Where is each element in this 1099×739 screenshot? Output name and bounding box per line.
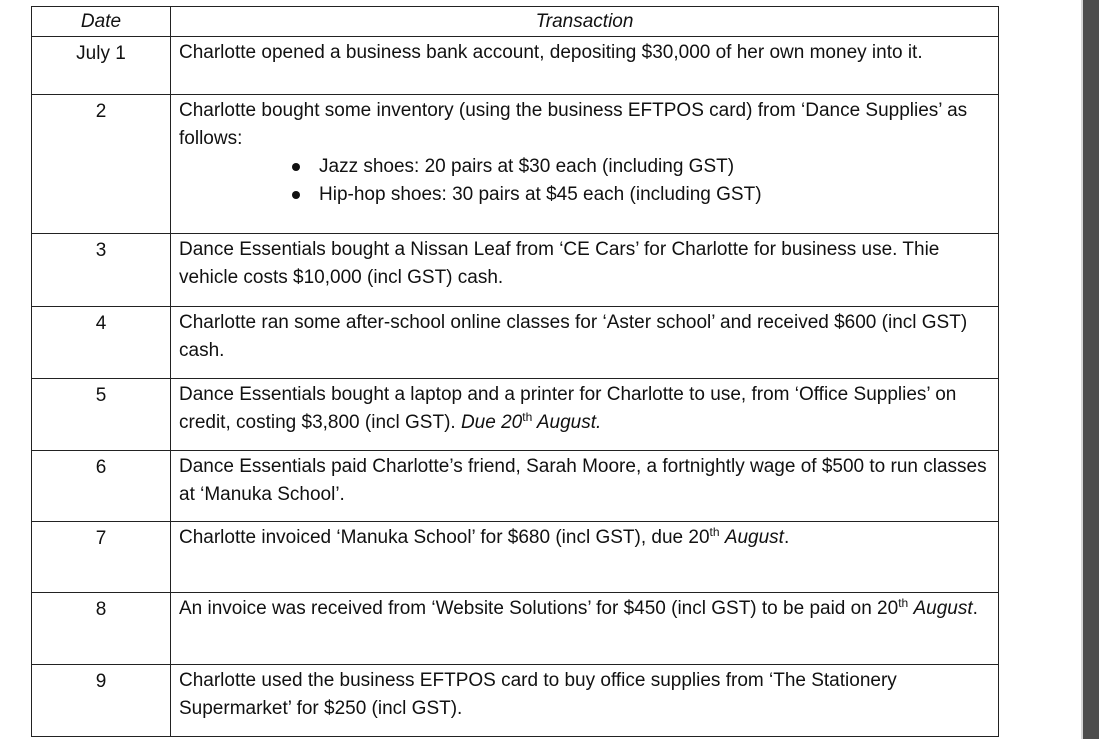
table-row [32,95,999,234]
row-transaction [171,665,999,737]
ordinal-suffix: th [522,410,533,424]
row-date: 8 [32,593,171,665]
transaction-text: Charlotte opened a business bank account, depositing $30,000 of her own money into it. [179,42,923,63]
row-transaction [171,95,999,234]
table-row [32,307,999,379]
row-transaction [171,307,999,379]
bullet-icon [292,163,300,171]
row-date: 2 [32,95,171,234]
transaction-column-header: Transaction [171,7,999,37]
transaction-text: Dance Essentials bought a Nissan Leaf from ‘CE Cars’ for Charlotte for business use. Thie vehicle costs $10,000 (incl GST) cash. [179,239,940,288]
due-date-text: August. [532,412,602,433]
row-transaction [171,451,999,522]
row-transaction [171,379,999,451]
transaction-text: An invoice was received from ‘Website Solutions’ for $450 (incl GST) to be paid on 20 [179,598,899,619]
transaction-text: Charlotte invoiced ‘Manuka School’ for $680 (incl GST), due 20 [179,527,710,548]
bullet-icon [292,191,300,199]
transaction-text: Dance Essentials bought a laptop and a printer for Charlotte to use, from ‘Office Supplies’ on credit, costing $3,800 (incl GST). [179,384,957,433]
transaction-text: Dance Essentials paid Charlotte’s friend, Sarah Moore, a fortnightly wage of $500 to run classes at ‘Manuka School’. [179,456,987,505]
list-item [283,181,990,209]
table-row [32,522,999,593]
table-row [32,451,999,522]
ordinal-suffix: th [898,596,909,610]
due-date-text: Due 20 [460,412,523,433]
row-date: 5 [32,379,171,451]
row-transaction [171,522,999,593]
table-header-row [32,7,999,37]
transaction-text: Charlotte ran some after-school online classes for ‘Aster school’ and received $600 (incl GST) cash. [179,312,968,361]
table-row [32,379,999,451]
row-date: 6 [32,451,171,522]
row-transaction [171,234,999,307]
table-row [32,593,999,665]
row-transaction [171,37,999,95]
ordinal-suffix: th [709,525,720,539]
row-date: 9 [32,665,171,737]
vertical-scrollbar[interactable] [1083,0,1099,739]
row-transaction [171,593,999,665]
transaction-text: Charlotte used the business EFTPOS card to buy office supplies from ‘The Stationery Supermarket’ for $250 (incl GST). [179,670,897,719]
table-row [32,234,999,307]
row-date: 4 [32,307,171,379]
list-item-text: Jazz shoes: 20 pairs at $30 each (including GST) [319,156,735,177]
list-item-text: Hip-hop shoes: 30 pairs at $45 each (including GST) [319,184,762,205]
table-row [32,665,999,737]
table-row [32,37,999,95]
due-date-text: August [913,598,973,619]
due-date-text: August [724,527,784,548]
row-date: 7 [32,522,171,593]
transactions-table [31,6,999,737]
date-column-header: Date [32,7,171,37]
transaction-text-end: . [783,527,790,548]
transaction-text: Charlotte bought some inventory (using the business EFTPOS card) from ‘Dance Supplies’ as follows: [179,100,968,149]
row-date: 3 [32,234,171,307]
list-item [283,153,990,181]
transaction-text-end: . [972,598,978,619]
inventory-list [179,153,990,209]
row-date: July 1 [32,37,171,95]
